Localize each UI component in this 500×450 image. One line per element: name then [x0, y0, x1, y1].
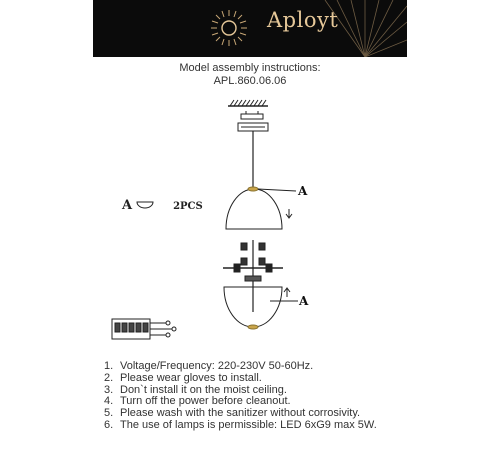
ceiling-hatch: [228, 100, 268, 106]
page-title: Model assembly instructions:: [179, 62, 321, 74]
instruction-item: 3. Don`t install it on the moist ceiling.: [104, 383, 287, 396]
instruction-item: 4. Turn off the power before cleanout.: [104, 395, 291, 408]
instruction-item: 6. The use of lamps is permissible: LED 6xG9 max 5W.: [104, 418, 377, 431]
instructions-list: [104, 361, 377, 432]
arrow-up-icon: [284, 288, 290, 297]
brand-name: Aployt: [267, 8, 339, 32]
top-shade: [226, 187, 282, 229]
callout-label-top: A: [298, 184, 308, 198]
parts-count: 2PCS: [173, 201, 203, 212]
terminal-block-icon: [112, 319, 176, 339]
callout-leader-top: [258, 189, 296, 191]
model-number: APL.860.06.06: [213, 75, 287, 87]
instruction-item: 5. Please wash with the sanitizer without corrosivity.: [104, 407, 361, 420]
parts-legend: [122, 198, 203, 213]
arrow-down-icon: [286, 209, 292, 218]
instruction-item: 1. Voltage/Frequency: 220-230V 50-60Hz.: [104, 360, 314, 372]
mounting-bracket: [241, 111, 263, 119]
instruction-item: 2. Please wear gloves to install.: [104, 371, 262, 384]
parts-label: A: [122, 198, 133, 213]
callout-label-bottom: A: [299, 294, 309, 308]
